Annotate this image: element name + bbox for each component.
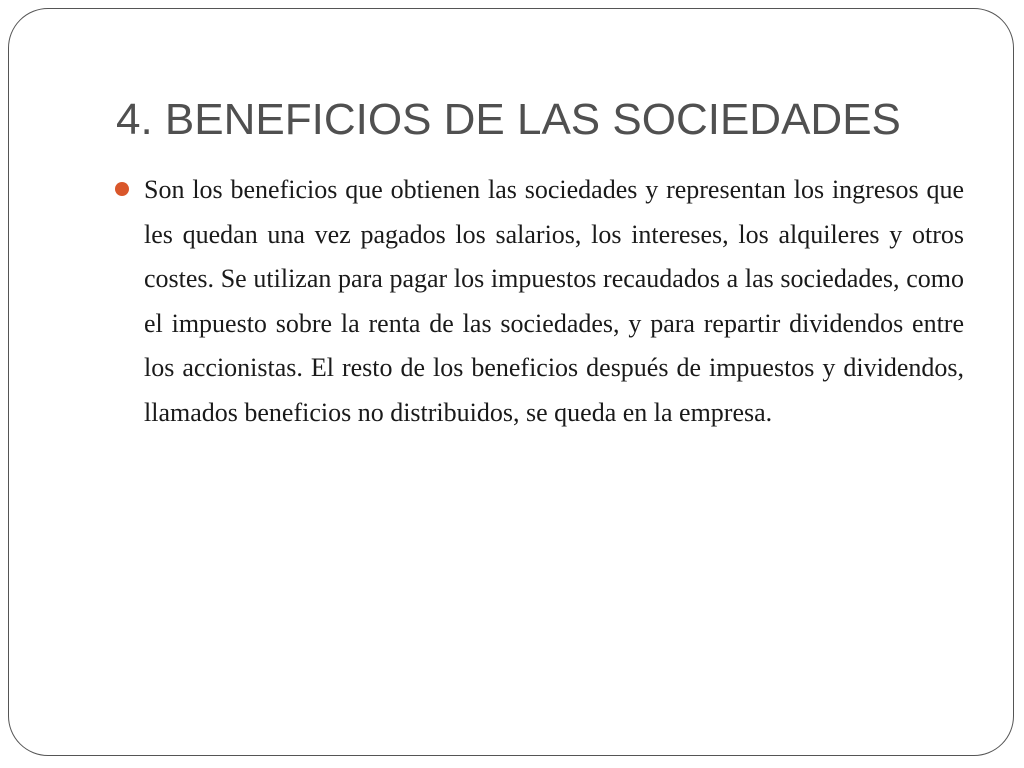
bullet-list bbox=[112, 168, 964, 436]
bullet-dot-icon bbox=[115, 182, 129, 196]
slide-title: 4. BENEFICIOS DE LAS SOCIEDADES bbox=[116, 95, 901, 144]
bullet-text: Son los beneficios que obtienen las sociedades y representan los ingresos que les quedan una vez pagados los salarios, los intereses, los alquileres y otros costes. Se utilizan para pagar los impuestos recaudados a las sociedades, como el impuesto sobre la renta de las sociedades, y para repartir dividendos entre los accionistas. El resto de los beneficios después de impuestos y dividendos, llamados beneficios no distribuidos, se queda en la empresa. bbox=[144, 175, 964, 427]
bullet-item bbox=[112, 168, 964, 436]
